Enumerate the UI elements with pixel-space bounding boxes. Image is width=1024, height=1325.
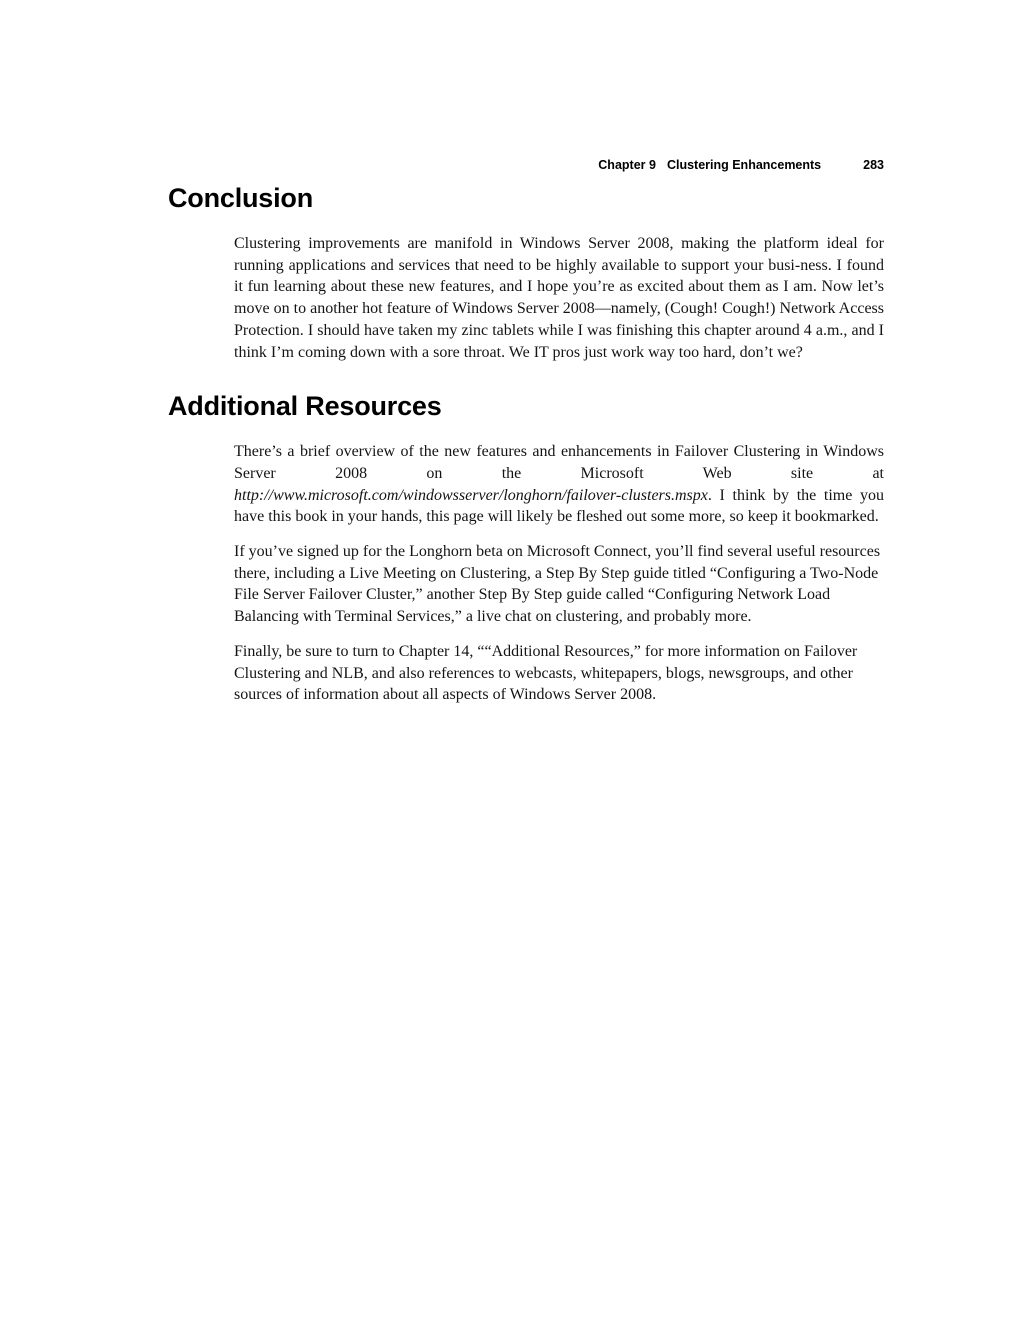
chapter-title: Clustering Enhancements	[666, 158, 822, 172]
conclusion-body	[234, 233, 884, 363]
running-head	[0, 158, 884, 172]
paragraph-text: There’s a brief overview of the new features and enhancements in Failover Clustering in Windows Server 2008 on the Microsoft Web site at	[234, 443, 884, 482]
page-content	[168, 183, 884, 719]
page-number: 283	[863, 158, 884, 172]
conclusion-paragraph: Clustering improvements are manifold in Windows Server 2008, making the platform ideal for running applications and services that need to be highly available to support your busi-ness. I found it fun learning about these new features, and I hope you’re as excited about them as I am. Now let’s move on to another hot feature of Windows Server 2008—namely, (Cough! Cough!) Network Access Protection. I should have taken my zinc tablets while I was finishing this chapter around 4 a.m., and I think I’m coming down with a sore throat. We IT pros just work way too hard, don’t we?	[234, 235, 884, 361]
resource-url: http://www.microsoft.com/windowsserver/longhorn/failover-clusters.mspx	[234, 486, 708, 504]
additional-paragraph-1	[234, 441, 884, 528]
additional-resources-body	[234, 441, 884, 706]
additional-paragraph-3: Finally, be sure to turn to Chapter 14, ““Additional Resources,” for more information on Failover Clustering and NLB, and also references to webcasts, whitepapers, blogs, newsgroups, and other sources of information about all aspects of Windows Server 2008.	[234, 642, 858, 704]
paragraph-text: . I think by the time you have this book in your hands, this page will likely be fleshed out some more, so keep it bookmarked.	[234, 486, 884, 526]
additional-paragraph-2: If you’ve signed up for the Longhorn beta on Microsoft Connect, you’ll find several useful resources there, including a Live Meeting on Clustering, a Step By Step guide titled “Configuring a Two-Node File Server Failover Cluster,” another Step By Step guide called “Configuring Network Load Balancing with Terminal Services,” a live chat on clustering, and probably more.	[234, 543, 881, 626]
chapter-number: Chapter 9	[598, 158, 656, 172]
section-heading-conclusion: Conclusion	[168, 183, 313, 213]
section-heading-additional-resources: Additional Resources	[168, 391, 442, 422]
